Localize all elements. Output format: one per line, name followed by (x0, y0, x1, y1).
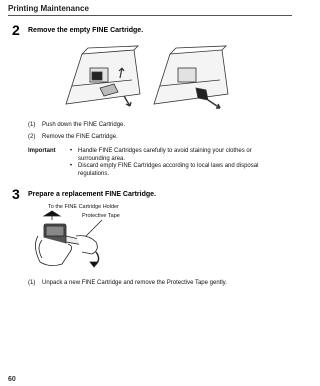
step-2-substep-2: (2) Remove the FINE Cartridge. (28, 134, 118, 140)
important-list (70, 148, 280, 178)
step-2-title: Remove the empty FINE Cartridge. (28, 27, 144, 34)
important-label: Important (28, 148, 56, 154)
important-item: • Discard empty FINE Cartridges according to local laws and disposal regulations. (70, 163, 280, 178)
page-header: Printing Maintenance (8, 4, 89, 13)
cartridge-removal-illustration (62, 44, 232, 114)
callout-cartridge-holder: To the FINE Cartridge Holder (48, 204, 119, 210)
page-number: 60 (8, 376, 16, 383)
step-2-substep-1: (1) Push down the FINE Cartridge. (28, 122, 126, 128)
step-3-title: Prepare a replacement FINE Cartridge. (28, 191, 156, 198)
important-item: • Handle FINE Cartridges carefully to avoid staining your clothes or surrounding area. (70, 148, 280, 163)
cartridge-tape-illustration (30, 206, 150, 270)
header-rule (8, 15, 292, 16)
step-3-substep-1: (1) Unpack a new FINE Cartridge and remove the Protective Tape gently. (28, 280, 227, 286)
step-2-number: 2 (12, 22, 20, 38)
step-3-number: 3 (12, 186, 20, 202)
callout-protective-tape: Protective Tape (82, 213, 120, 219)
